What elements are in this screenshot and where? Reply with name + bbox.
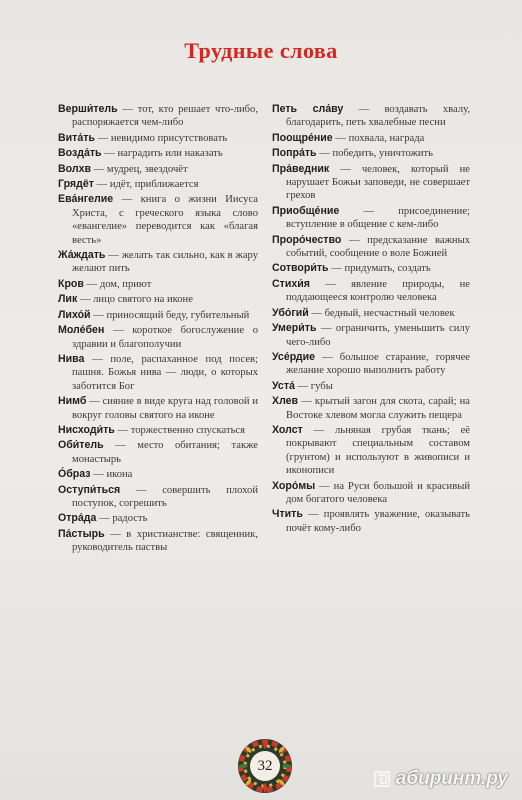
glossary-entry (272, 380, 470, 393)
glossary-right-column (272, 103, 470, 537)
glossary-definition: — книга о жизни Иисуса Христа, с греческого языка слово «евангелие» переводится как «благая весть» (72, 194, 258, 246)
glossary-term: Моле́бен (58, 324, 105, 337)
glossary-definition: — короткое богослужение о здравии и благополучии (72, 325, 258, 350)
glossary-definition: — явление природы, не поддающееся контролю человека (286, 278, 470, 304)
glossary-term: Жа́ждать (58, 249, 106, 262)
glossary-entry (272, 424, 470, 478)
glossary-term: Умери́ть (272, 322, 317, 335)
glossary-term: Хоро́мы (272, 479, 316, 492)
labyrinth-logo-icon (372, 769, 392, 789)
glossary-entry (272, 103, 470, 130)
glossary-term: О́браз (58, 468, 91, 481)
glossary-term: Чтить (272, 508, 303, 521)
glossary-term: Лик (58, 293, 78, 306)
glossary-term: Поощре́ние (272, 131, 333, 144)
glossary-term: Попра́ть (272, 147, 317, 160)
glossary-entry (272, 480, 470, 507)
glossary-term: Кров (58, 277, 84, 290)
glossary-definition: — бедный, несчастный человек (308, 307, 455, 319)
glossary-definition: — место обитания; также монастырь (72, 440, 258, 465)
glossary-definition: — воздавать хвалу, благодарить, петь хвалебные песни (286, 104, 470, 129)
glossary-definition: — радость (96, 513, 148, 525)
glossary-entry (58, 147, 258, 160)
glossary-definition: — дом, приют (83, 278, 152, 290)
glossary-term: Петь сла́ву (272, 103, 344, 115)
glossary-entry (58, 468, 258, 481)
glossary-term: Нимб (58, 395, 87, 408)
glossary-definition: — похвала, награда (332, 132, 425, 144)
glossary-definition: — человек, который не нарушает Божьи заповеди, не совершает грехов (286, 163, 470, 202)
glossary-definition: — губы (294, 380, 333, 392)
glossary-entry (58, 178, 258, 191)
glossary-left-column (58, 103, 258, 557)
glossary-entry (58, 103, 258, 130)
glossary-definition: — икона (90, 469, 133, 481)
glossary-entry (58, 163, 258, 176)
glossary-term: Убо́гий (272, 306, 309, 319)
glossary-definition: — сияние в виде круга над головой и вокруг головы святого на иконе (72, 396, 258, 421)
glossary-term: Оби́тель (58, 439, 104, 452)
glossary-term: Стихи́я (272, 277, 310, 290)
glossary-definition: — проявлять уважение, оказывать почёт кому-либо (286, 509, 470, 534)
glossary-entry (272, 132, 470, 145)
glossary-definition: — тот, кто решает что-либо, распоряжается чем-либо (72, 104, 258, 129)
glossary-definition: — придумать, создать (328, 263, 431, 275)
glossary-definition: — наградить или наказать (101, 148, 223, 160)
glossary-definition: — ограничить, уменьшить силу чего-либо (286, 323, 470, 348)
page-number: 32 (257, 757, 273, 774)
glossary-entry (272, 307, 470, 320)
glossary-term: Возда́ть (58, 147, 102, 160)
glossary-entry (272, 234, 470, 261)
glossary-entry (272, 147, 470, 160)
glossary-entry (272, 322, 470, 349)
glossary-term: Волхв (58, 162, 91, 175)
page-title: Трудные слова (184, 38, 338, 63)
glossary-definition: — поле, распаханное под посев; пашня. Божья нива — люди, о которых заботится Бог (72, 353, 258, 392)
glossary-definition: — мудрец, звездочёт (91, 163, 188, 175)
glossary-entry (272, 395, 470, 422)
glossary-term: Отра́да (58, 512, 97, 525)
glossary-term: Уста́ (272, 379, 295, 392)
glossary-term: Па́стырь (58, 527, 105, 540)
glossary-term: Хлев (272, 395, 299, 408)
glossary-entry (58, 353, 258, 393)
glossary-term: Ева́нгелие (58, 193, 114, 206)
glossary-entry (58, 528, 258, 555)
glossary-definition: — желать так сильно, как в жару желают пить (72, 250, 258, 275)
glossary-entry (58, 132, 258, 145)
glossary-definition: — льняная грубая ткань; её покрывают специальным составом (грунтом) и используют в живописи и иконописи (286, 424, 470, 477)
page-number-badge (236, 737, 294, 795)
glossary-entry (272, 163, 470, 203)
glossary-definition: — приносящий беду, губительный (90, 309, 250, 321)
glossary-term: Приобще́ние (272, 204, 340, 217)
glossary-term: Грядёт (58, 178, 94, 191)
glossary-term: Верши́тель (58, 103, 118, 115)
glossary-definition: — идёт, приближается (93, 179, 199, 191)
glossary-entry (272, 351, 470, 378)
glossary-term: Сотвори́ть (272, 262, 329, 275)
glossary-entry (58, 424, 258, 437)
glossary-definition: — большое старание, горячее желание хорошо выполнить работу (286, 351, 470, 377)
glossary-definition: — предсказание важных событий, сообщение о воле Божией (286, 234, 470, 260)
glossary-definition: — на Руси большой и красивый дом богатого человека (286, 480, 470, 505)
glossary-term: Нива (58, 352, 85, 365)
glossary-term: Вита́ть (58, 131, 95, 144)
glossary-definition: — победить, уничтожить (316, 148, 433, 160)
glossary-entry (58, 309, 258, 322)
glossary-term: Усе́рдие (272, 350, 316, 363)
watermark (372, 768, 508, 790)
glossary-entry (272, 508, 470, 535)
glossary-definition: — невидимо присутствовать (94, 132, 228, 144)
glossary-definition: — в христианстве: священник, руководитель паствы (72, 528, 258, 554)
glossary-entry (58, 484, 258, 511)
glossary-entry (58, 249, 258, 276)
glossary-entry (58, 324, 258, 351)
glossary-definition: — крытый загон для скота, сарай; на Востоке хлевом могла служить пещера (286, 396, 470, 421)
glossary-term: Проро́чество (272, 233, 342, 246)
glossary-entry (58, 293, 258, 306)
glossary-definition: — лицо святого на иконе (77, 294, 193, 306)
glossary-entry (58, 193, 258, 247)
watermark-text: абиринт.ру (395, 768, 508, 789)
glossary-entry (272, 262, 470, 275)
glossary-entry (58, 278, 258, 291)
glossary-entry (272, 205, 470, 232)
glossary-term: Пра́ведник (272, 162, 330, 175)
glossary-term: Лихо́й (58, 308, 91, 321)
glossary-term: Холст (272, 423, 303, 436)
glossary-definition: — торжественно спускаться (114, 424, 246, 436)
glossary-entry (58, 439, 258, 466)
glossary-entry (58, 395, 258, 422)
glossary-term: Оступи́ться (58, 483, 121, 496)
glossary-entry (58, 512, 258, 525)
glossary-term: Нисходи́ть (58, 423, 115, 436)
glossary-entry (272, 278, 470, 305)
glossary-definition: — присоединение; вступление в общение с кем-либо (286, 205, 470, 231)
glossary-definition: — совершить плохой поступок, согрешить (72, 484, 258, 509)
